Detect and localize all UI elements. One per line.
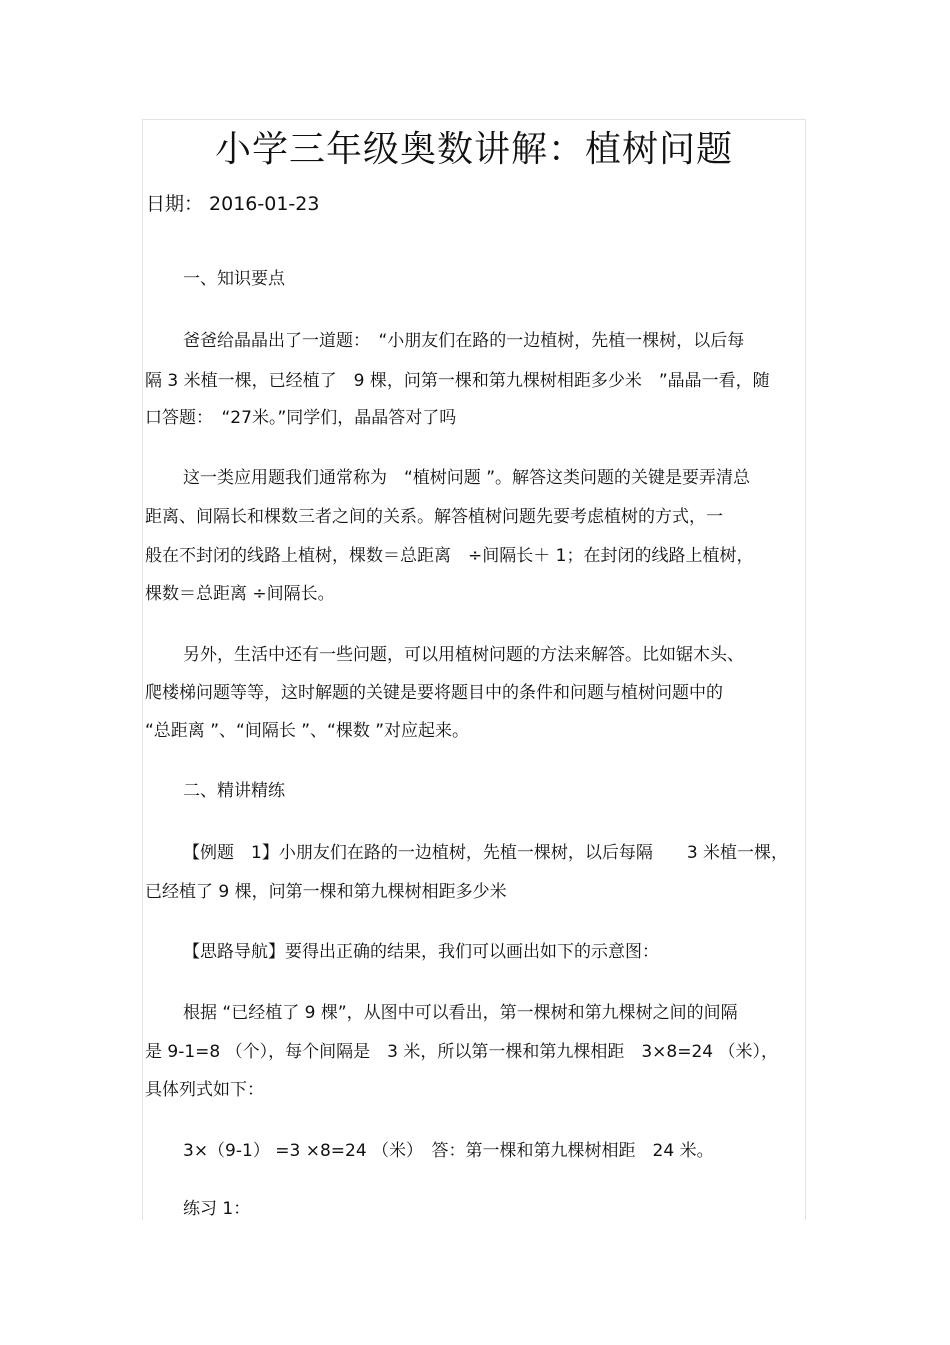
analysis-line: 根据 “已经植了 9 棵”，从图中可以看出，第一棵树和第九棵树之间的间隔 [183,1003,738,1023]
example-line: 【例题 1】小朋友们在路的一边植树，先植一棵树，以后每隔 3 米植一棵， [183,843,789,863]
paragraph-line: 爸爸给晶晶出了一道题： “小朋友们在路的一边植树，先植一棵树，以后每 [183,331,745,351]
paragraph-line: 爬楼梯问题等等，这时解题的关键是要将题目中的条件和问题与植树问题中的 [145,683,723,703]
example-line: 已经植了 9 棵，问第一棵和第九棵树相距多少米 [145,882,507,902]
paragraph-line: 另外，生活中还有一些问题，可以用植树问题的方法来解答。比如锯木头、 [183,645,744,665]
paragraph-line: 口答题： “27米。”同学们，晶晶答对了吗 [145,408,457,428]
analysis-line: 具体列式如下： [145,1080,264,1100]
paragraph-line: “总距离 ”、“间隔长 ”、“棵数 ”对应起来。 [145,721,470,741]
hint-line: 【思路导航】要得出正确的结果，我们可以画出如下的示意图： [183,942,659,962]
section-heading-knowledge: 一、知识要点 [183,269,285,289]
paragraph-line: 距离、间隔长和棵数三者之间的关系。解答植树问题先要考虑植树的方式，一 [145,507,723,527]
section-heading-practice: 二、精讲精练 [183,781,285,801]
practice-label: 练习 1： [183,1199,251,1219]
paragraph-line: 棵数＝总距离 ÷间隔长。 [145,584,335,604]
analysis-line: 是 9-1=8 （个），每个间隔是 3 米，所以第一棵和第九棵相距 3×8=24 （米）， [145,1042,779,1062]
paragraph-line: 般在不封闭的线路上植树，棵数＝总距离 ÷间隔长＋ 1；在封闭的线路上植树， [145,546,754,566]
formula-line: 3×（9-1） =3 ×8=24 （米） 答：第一棵和第九棵树相距 24 米。 [183,1141,714,1161]
paragraph-line: 隔 3 米植一棵，已经植了 9 棵，问第一棵和第九棵树相距多少米 ”晶晶一看，随 [145,371,770,391]
document-title: 小学三年级奥数讲解：植树问题 [214,129,733,170]
document-date: 日期： 2016-01-23 [146,193,320,215]
paragraph-line: 这一类应用题我们通常称为 “植树问题 ”。解答这类问题的关键是要弄清总 [183,468,751,488]
